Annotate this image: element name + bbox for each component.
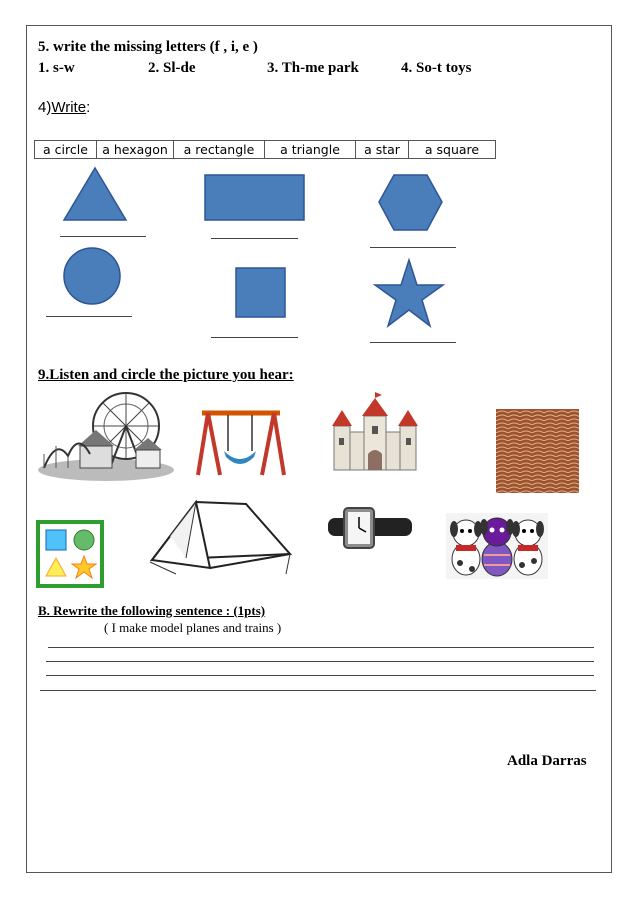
circle-shape bbox=[62, 246, 122, 306]
answer-line bbox=[370, 342, 456, 343]
missing-letter-item-2: 2. Sl-de bbox=[148, 60, 196, 76]
section9-title: 9.Listen and circle the picture you hear: bbox=[38, 367, 294, 383]
star-shape bbox=[374, 258, 444, 328]
toy-dogs-image bbox=[446, 513, 548, 579]
square-shape bbox=[235, 267, 287, 319]
brick-pattern-image bbox=[496, 409, 579, 493]
section4-title bbox=[38, 99, 90, 116]
answer-line bbox=[46, 316, 132, 317]
word-bank-item: a hexagon bbox=[97, 141, 174, 158]
author-name: Adla Darras bbox=[507, 753, 587, 769]
writing-line bbox=[40, 690, 596, 691]
swing-image bbox=[196, 405, 286, 477]
answer-line bbox=[211, 238, 298, 239]
word-bank-item: a triangle bbox=[265, 141, 356, 158]
tent-image bbox=[146, 496, 294, 578]
shapes-toy-image bbox=[36, 520, 104, 588]
rectangle-shape bbox=[204, 174, 306, 222]
triangle-shape bbox=[60, 166, 130, 224]
answer-line bbox=[370, 247, 456, 248]
hexagon-shape bbox=[378, 174, 444, 232]
castle-image bbox=[330, 398, 420, 474]
section4-number: 4) bbox=[38, 99, 52, 116]
sectionB-title: B. Rewrite the following sentence : (1pts) bbox=[38, 603, 266, 618]
missing-letter-item-4: 4. So-t toys bbox=[401, 60, 472, 76]
amusement-park-image bbox=[38, 388, 176, 483]
section5-title: 5. write the missing letters (f , i, e ) bbox=[38, 39, 258, 55]
rewrite-sentence: ( I make model planes and trains ) bbox=[104, 620, 282, 635]
writing-line bbox=[46, 675, 594, 676]
word-bank-item: a star bbox=[356, 141, 409, 158]
section4-label: Write bbox=[51, 99, 87, 116]
writing-line bbox=[48, 647, 594, 648]
section4-colon: : bbox=[86, 99, 91, 116]
missing-letter-item-3: 3. Th-me park bbox=[267, 60, 359, 76]
word-bank bbox=[34, 140, 496, 159]
word-bank-item: a rectangle bbox=[174, 141, 265, 158]
answer-line bbox=[211, 337, 298, 338]
missing-letter-item-1: 1. s-w bbox=[38, 60, 75, 76]
watch-image bbox=[328, 504, 412, 552]
word-bank-item: a square bbox=[424, 142, 480, 157]
word-bank-item: a circle bbox=[35, 141, 97, 158]
answer-line bbox=[60, 236, 146, 237]
writing-line bbox=[46, 661, 594, 662]
